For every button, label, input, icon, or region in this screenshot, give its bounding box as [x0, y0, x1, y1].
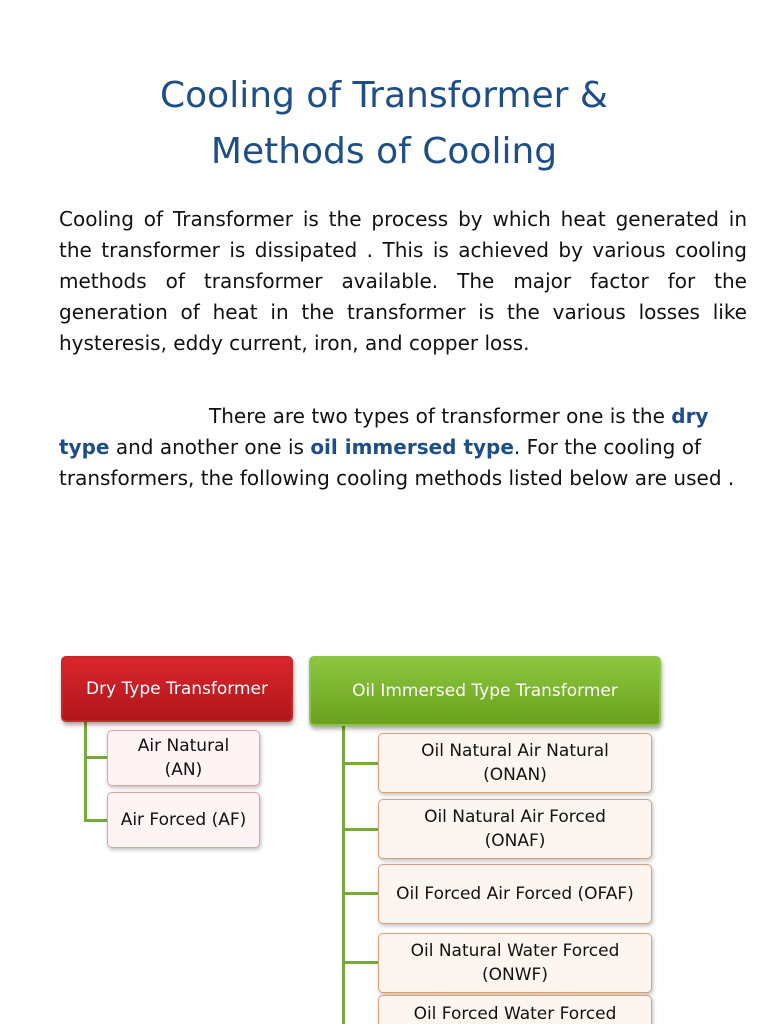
method-air-natural: [107, 730, 260, 786]
method-onwf: [378, 933, 652, 993]
oil-connector-branch-3: [342, 892, 378, 895]
oil-type-highlight: oil immersed type: [310, 435, 514, 459]
method-ofaf: [378, 864, 652, 924]
method-abbr: (AN): [164, 760, 203, 780]
types-text-part1: There are two types of transformer one is the: [209, 404, 672, 428]
method-name: Oil Natural Water Forced: [410, 941, 620, 961]
method-name: Oil Natural Air Natural: [421, 741, 609, 761]
method-name: Oil Forced Water Forced: [413, 1004, 617, 1024]
method-name: Oil Forced Air Forced (OFAF): [396, 884, 634, 904]
types-text-part3: . For the cooling of transformers, the following cooling methods listed below are used .: [59, 435, 735, 490]
method-abbr: (ONAN): [483, 765, 547, 785]
dry-connector-branch-1: [84, 756, 107, 759]
page-title: [0, 68, 768, 180]
types-text-part2: and another one is: [109, 435, 311, 459]
oil-type-heading: Oil Immersed Type Transformer: [309, 656, 661, 726]
intro-paragraph: Cooling of Transformer is the process by which heat generated in the transformer is dissipated . This is achieved by various cooling methods of transformer available. The major factor for the generation of heat in the transformer is the various losses like hysteresis, eddy current, iron, and copper loss.: [59, 207, 747, 355]
title-line-2: Methods of Cooling: [210, 131, 558, 173]
method-name: Oil Natural Air Forced: [424, 807, 606, 827]
method-air-forced: [107, 792, 260, 848]
method-onaf: [378, 799, 652, 859]
oil-connector-branch-2: [342, 828, 378, 831]
types-paragraph: [59, 401, 747, 494]
dry-type-highlight: dry type: [59, 404, 709, 459]
title-line-1: Cooling of Transformer &: [160, 75, 608, 117]
method-onan: [378, 733, 652, 793]
dry-connector-branch-2: [84, 819, 107, 822]
oil-connector-branch-1: [342, 762, 378, 765]
method-abbr: (ONAF): [484, 831, 546, 851]
method-name: Air Forced (AF): [120, 810, 247, 830]
dry-type-heading: Dry Type Transformer: [61, 656, 293, 722]
method-name: Air Natural: [137, 736, 230, 756]
dry-connector-vertical: [84, 722, 87, 822]
oil-connector-branch-4: [342, 961, 378, 964]
oil-connector-vertical: [342, 726, 345, 1024]
method-abbr: (ONWF): [482, 965, 548, 985]
method-ofwf: [378, 995, 652, 1024]
